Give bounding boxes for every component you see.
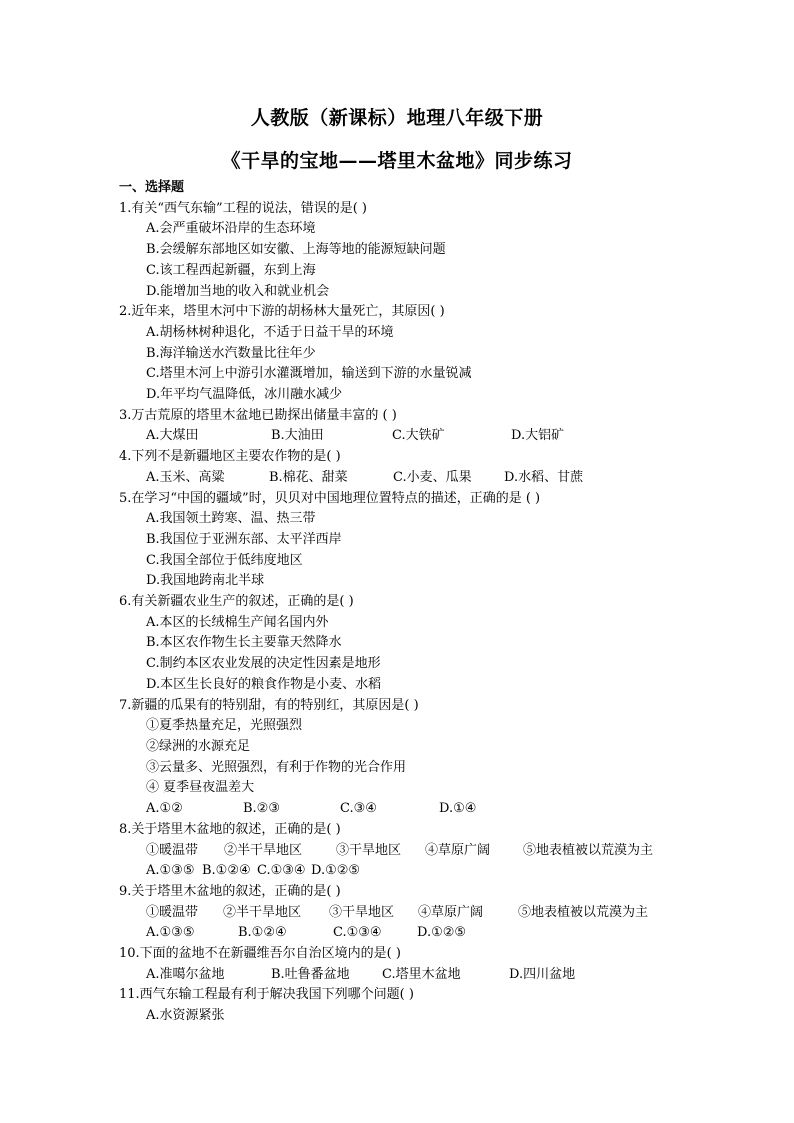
option-row: [119, 426, 719, 447]
question-option: B.吐鲁番盆地: [271, 966, 350, 982]
question-stem: 4.下列不是新疆地区主要农作物的是( ): [119, 449, 341, 465]
question-option: D.①④: [439, 801, 477, 817]
document-subtitle: 《干旱的宝地——塔里木盆地》同步练习: [221, 150, 573, 172]
question-stem: 3.万古荒原的塔里木盆地已勘探出储量丰富的 ( ): [119, 407, 397, 423]
question-stem: 6.有关新疆农业生产的叙述，正确的是( ): [119, 594, 354, 610]
question-option: A.玉米、高粱: [146, 469, 225, 485]
question-option: C.我国全部位于低纬度地区: [146, 552, 303, 568]
question-option: B.棉花、甜菜: [269, 469, 348, 485]
question-option: B.本区农作物生长主要靠天然降水: [146, 635, 342, 651]
question-statement: ③干旱地区: [329, 904, 395, 920]
question-stem: 10.下面的盆地不在新疆维吾尔自治区境内的是( ): [119, 946, 401, 962]
question-list: [119, 178, 719, 1027]
question-statement: ⑤地表植被以荒漠为主: [523, 842, 654, 858]
statement-row: [119, 841, 719, 862]
question-stem: 2.近年来，塔里木河中下游的胡杨林大量死亡，其原因( ): [119, 304, 445, 320]
question-statement: ①夏季热量充足，光照强烈: [146, 718, 303, 734]
question-option: D.能增加当地的收入和就业机会: [146, 283, 330, 299]
question-option: A.本区的长绒棉生产闻名国内外: [146, 614, 329, 630]
question-option: A.大煤田: [146, 428, 199, 444]
question-option: D.年平均气温降低，冰川融水减少: [146, 387, 343, 403]
question-option: A.①③⑤: [146, 925, 195, 941]
question-option: A.胡杨林树种退化，不适于日益干旱的环境: [146, 324, 394, 340]
question-option: C.塔里木河上中游引水灌溉增加，输送到下游的水量锐减: [146, 366, 472, 382]
question-statement: ①暖温带: [146, 842, 199, 858]
question-option: B.大油田: [271, 428, 324, 444]
question-option: B.会缓解东部地区如安徽、上海等地的能源短缺问题: [146, 242, 446, 258]
question-option: D.水稻、甘蔗: [504, 469, 584, 485]
question-option: A.①②: [146, 801, 183, 817]
question-option: B.海洋输送水汽数量比往年少: [146, 345, 316, 361]
question-statement: ③云量多、光照强烈，有利于作物的光合作用: [146, 759, 407, 775]
question-option: A.会严重破坏沿岸的生态环境: [146, 221, 316, 237]
question-statement: ④ 夏季昼夜温差大: [146, 780, 255, 796]
question-option: B.①②④: [202, 863, 251, 879]
question-option: C.大铁矿: [392, 428, 445, 444]
question-option: A.准噶尔盆地: [146, 966, 225, 982]
question-option: A.水资源紧张: [146, 1008, 225, 1024]
option-row: [119, 799, 719, 820]
question-statement: ②半干旱地区: [223, 904, 302, 920]
statement-row: [119, 903, 719, 924]
question-option: C.该工程西起新疆，东到上海: [146, 262, 316, 278]
question-option: C.塔里木盆地: [382, 966, 461, 982]
option-row: [119, 965, 719, 986]
section-heading: 一、选择题: [119, 180, 185, 195]
question-option: B.①②④: [238, 925, 287, 941]
question-statement: ⑤地表植被以荒漠为主: [518, 904, 649, 920]
question-stem: 11.西气东输工程最有利于解决我国下列哪个问题( ): [119, 987, 414, 1003]
question-statement: ③干旱地区: [336, 842, 402, 858]
question-option: C.①③④: [333, 925, 382, 941]
question-stem: 1.有关“西气东输”工程的说法，错误的是( ): [119, 200, 367, 216]
question-option: C.③④: [340, 801, 377, 817]
document-title: 人教版（新课标）地理八年级下册: [250, 107, 544, 129]
question-statement: ①暖温带: [146, 904, 199, 920]
question-option: D.大铝矿: [511, 428, 565, 444]
option-row: [119, 468, 719, 489]
question-option: A.我国领土跨寒、温、热三带: [146, 511, 316, 527]
question-stem: 8.关于塔里木盆地的叙述，正确的是( ): [119, 821, 341, 837]
question-option: C.制约本区农业发展的决定性因素是地形: [146, 656, 381, 672]
option-row: [119, 923, 719, 944]
question-option: D.四川盆地: [509, 966, 576, 982]
question-stem: 5.在学习“中国的疆域”时，贝贝对中国地理位置特点的描述，正确的是 ( ): [119, 490, 541, 506]
question-option: B.②③: [243, 801, 280, 817]
question-option: B.我国位于亚洲东部、太平洋西岸: [146, 531, 342, 547]
question-stem: 7.新疆的瓜果有的特别甜，有的特别红，其原因是( ): [119, 697, 419, 713]
question-statement: ②绿洲的水源充足: [146, 738, 251, 754]
question-option: D.我国地跨南北半球: [146, 573, 265, 589]
question-option: A.①③⑤: [146, 863, 195, 879]
question-option: D.本区生长良好的粮食作物是小麦、水稻: [146, 676, 382, 692]
question-statement: ④草原广阔: [418, 904, 484, 920]
option-row: [119, 861, 719, 882]
question-option: C.①③④: [257, 863, 306, 879]
question-stem: 9.关于塔里木盆地的叙述，正确的是( ): [119, 883, 341, 899]
question-option: D.①②⑤: [311, 863, 361, 879]
question-option: D.①②⑤: [417, 925, 467, 941]
question-statement: ④草原广阔: [425, 842, 491, 858]
question-option: C.小麦、瓜果: [393, 469, 472, 485]
question-statement: ②半干旱地区: [224, 842, 303, 858]
